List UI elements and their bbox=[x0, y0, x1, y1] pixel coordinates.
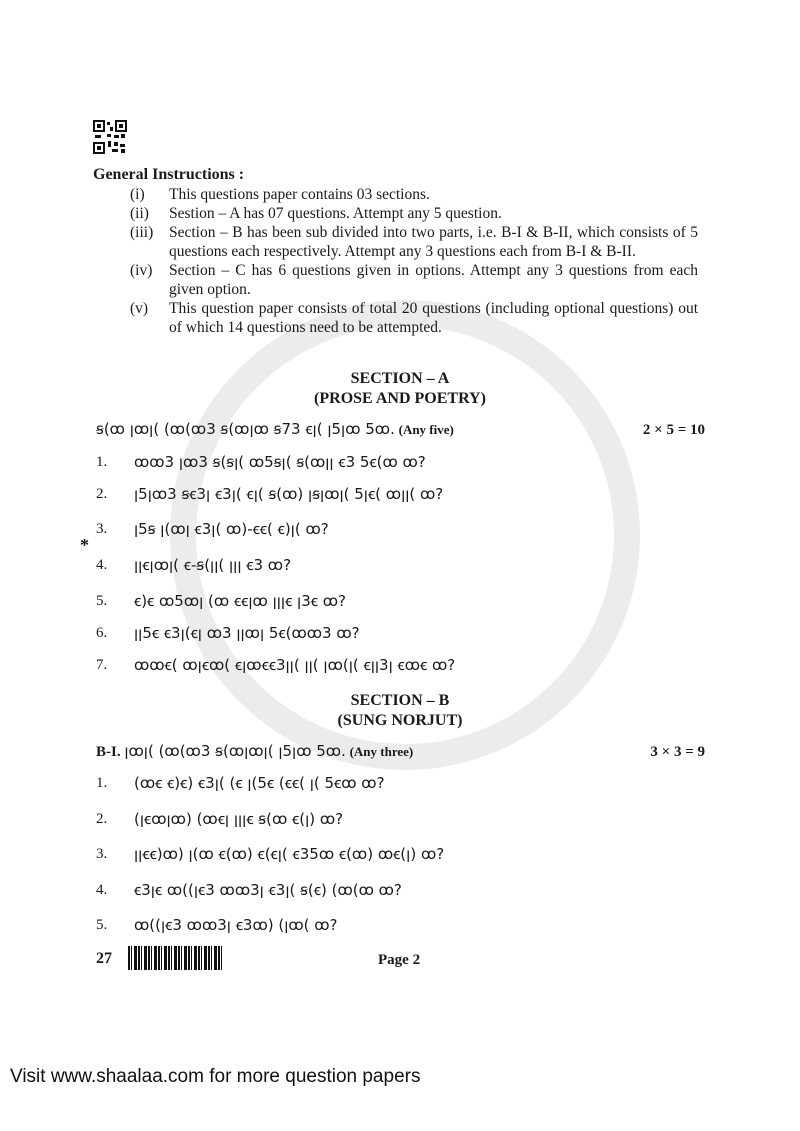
instruction-text: This question paper consists of total 20 questions (including optional questions) out of which 14 questions need to be attempted. bbox=[169, 300, 698, 336]
instruction-text: This questions paper contains 03 sections. bbox=[169, 186, 430, 203]
question-text: ꞁ5ꞁꝏ3 ꞩꞓ3ꞁ ꞓ3ꞁ( ꞓꞁ( ꞩ(ꝏ) ꞁꞩꞁꝏꞁ( 5ꞁꞓ( ꝏꞁꞁ( ꝏ? bbox=[134, 485, 444, 503]
question-text: (ꞁꞓꝏꞁꝏ) (ꝏꞓꞁ ꞁꞁꞁꞓ ꞩ(ꝏ ꞓ(ꞁ) ꝏ? bbox=[134, 810, 344, 828]
page-number: Page 2 bbox=[378, 952, 421, 968]
instruction-text: Section – B has been sub divided into two parts, i.e. B-I & B-II, which consists of 5 questions each respectively. Attempt any 3 questions each from B-I & B-II. bbox=[169, 224, 698, 260]
footer-note: Visit www.shaalaa.com for more question papers bbox=[10, 1066, 421, 1087]
question-number: 5. bbox=[96, 917, 108, 933]
section-a-title: SECTION – A bbox=[350, 370, 450, 387]
question-text: ꝏ((ꞁꞓ3 ꝏꝏ3ꞁ ꞓ3ꝏ) (ꞁꝏ( ꝏ? bbox=[134, 916, 338, 934]
question-number: 3. bbox=[96, 521, 108, 537]
section-b-subtitle: (SUNG NORJUT) bbox=[337, 712, 463, 729]
barcode bbox=[128, 946, 224, 970]
question-text: (ꝏꞓ ꞓ)ꞓ) ꞓ3ꞁ( (ꞓ ꞁ(5ꞓ (ꞓꞓ( ꞁ( 5ꞓꝏ ꝏ? bbox=[134, 774, 385, 792]
general-instructions-title: General Instructions : bbox=[93, 166, 245, 183]
question-text: ꝏꝏꞓ( ꝏꞁꞓꝏ( ꞓꞁꝏꞓꞓ3ꞁꞁ( ꞁꞁ( ꞁꝏ(ꞁ( ꞓꞁꞁ3ꞁ ꞓꝏꞓ ꝏ? bbox=[134, 656, 456, 674]
instruction-item bbox=[130, 299, 698, 337]
instruction-number: (v) bbox=[130, 300, 149, 317]
section-b-instruction-text: ꞁꝏꞁ( (ꝏ(ꝏ3 ꞩ(ꝏꞁꝏꞁ( ꞁ5ꞁꝏ 5ꝏ. bbox=[124, 742, 346, 760]
section-b-instruction bbox=[96, 741, 413, 762]
question-number: 3. bbox=[96, 846, 108, 862]
margin-mark: * bbox=[80, 535, 89, 555]
instruction-number: (i) bbox=[130, 186, 145, 203]
question-number: 6. bbox=[96, 625, 108, 641]
instruction-text: Section – C has 6 questions given in options. Attempt any 3 questions from each given option. bbox=[169, 262, 698, 298]
instruction-item bbox=[130, 223, 698, 261]
instruction-item bbox=[130, 185, 698, 204]
question-text: ꞁꞁ5ꞓ ꞓ3ꞁ(ꞓꞁ ꝏ3 ꞁꞁꝏꞁ 5ꞓ(ꝏꝏ3 ꝏ? bbox=[134, 624, 360, 642]
instruction-number: (ii) bbox=[130, 205, 149, 222]
section-a-subtitle: (PROSE AND POETRY) bbox=[314, 390, 486, 407]
section-a-instruction-text: ꞩ(ꝏ ꞁꝏꞁ( (ꝏ(ꝏ3 ꞩ(ꝏꞁꝏ ꞩ73 ꞓꞁ( ꞁ5ꞁꝏ 5ꝏ. bbox=[96, 420, 395, 438]
question-number: 4. bbox=[96, 882, 108, 898]
instruction-number: (iv) bbox=[130, 262, 153, 279]
part-label: B-I. bbox=[96, 744, 121, 760]
instruction-text: Sestion – A has 07 questions. Attempt any 5 question. bbox=[169, 205, 502, 222]
question-text: ꝏꝏ3 ꞁꝏ3 ꞩ(ꞩꞁ( ꝏ5ꞩꞁ( ꞩ(ꝏꞁꞁ ꞓ3 5ꞓ(ꝏ ꝏ? bbox=[134, 453, 426, 471]
question-text: ꞁꞁꞓꞁꝏꞁ( ꞓ-ꞩ(ꞁꞁ( ꞁꞁꞁ ꞓ3 ꝏ? bbox=[134, 556, 292, 574]
question-text: ꞁ5ꞩ ꞁ(ꝏꞁ ꞓ3ꞁ( ꝏ)-ꞓꞓ( ꞓ)ꞁ( ꝏ? bbox=[134, 520, 329, 538]
question-number: 2. bbox=[96, 811, 108, 827]
question-number: 5. bbox=[96, 593, 108, 609]
section-b-instruction-row bbox=[96, 741, 705, 762]
question-number: 1. bbox=[96, 775, 108, 791]
section-a-instruction bbox=[96, 419, 454, 440]
paper-code: 27 bbox=[96, 950, 112, 967]
question-number: 1. bbox=[96, 454, 108, 470]
section-a-instruction-note: (Any five) bbox=[398, 422, 454, 437]
instruction-item bbox=[130, 261, 698, 299]
question-number: 4. bbox=[96, 557, 108, 573]
section-b-instruction-note: (Any three) bbox=[349, 744, 414, 759]
question-number: 2. bbox=[96, 486, 108, 502]
question-text: ꞓ3ꞁꞓ ꝏ((ꞁꞓ3 ꝏꝏ3ꞁ ꞓ3ꞁ( ꞩ(ꞓ) (ꝏ(ꝏ ꝏ? bbox=[134, 881, 402, 899]
question-text: ꞁꞁꞓꞓ)ꝏ) ꞁ(ꝏ ꞓ(ꝏ) ꞓ(ꞓꞁ( ꞓ35ꝏ ꞓ(ꝏ) ꝏꞓ(ꞁ) ꝏ? bbox=[134, 845, 445, 863]
instruction-number: (iii) bbox=[130, 224, 154, 241]
general-instructions bbox=[93, 164, 698, 337]
question-text: ꞓ)ꞓ ꝏ5ꝏꞁ (ꝏ ꞓꞓꞁꝏ ꞁꞁꞁꞓ ꞁ3ꞓ ꝏ? bbox=[134, 592, 346, 610]
section-a-instruction-row bbox=[96, 419, 705, 440]
section-b-title: SECTION – B bbox=[350, 692, 450, 709]
section-b-marks: 3 × 3 = 9 bbox=[650, 744, 705, 760]
question-number: 7. bbox=[96, 657, 108, 673]
instruction-item bbox=[130, 204, 698, 223]
section-a-marks: 2 × 5 = 10 bbox=[642, 422, 705, 438]
qr-code-icon bbox=[93, 120, 127, 154]
